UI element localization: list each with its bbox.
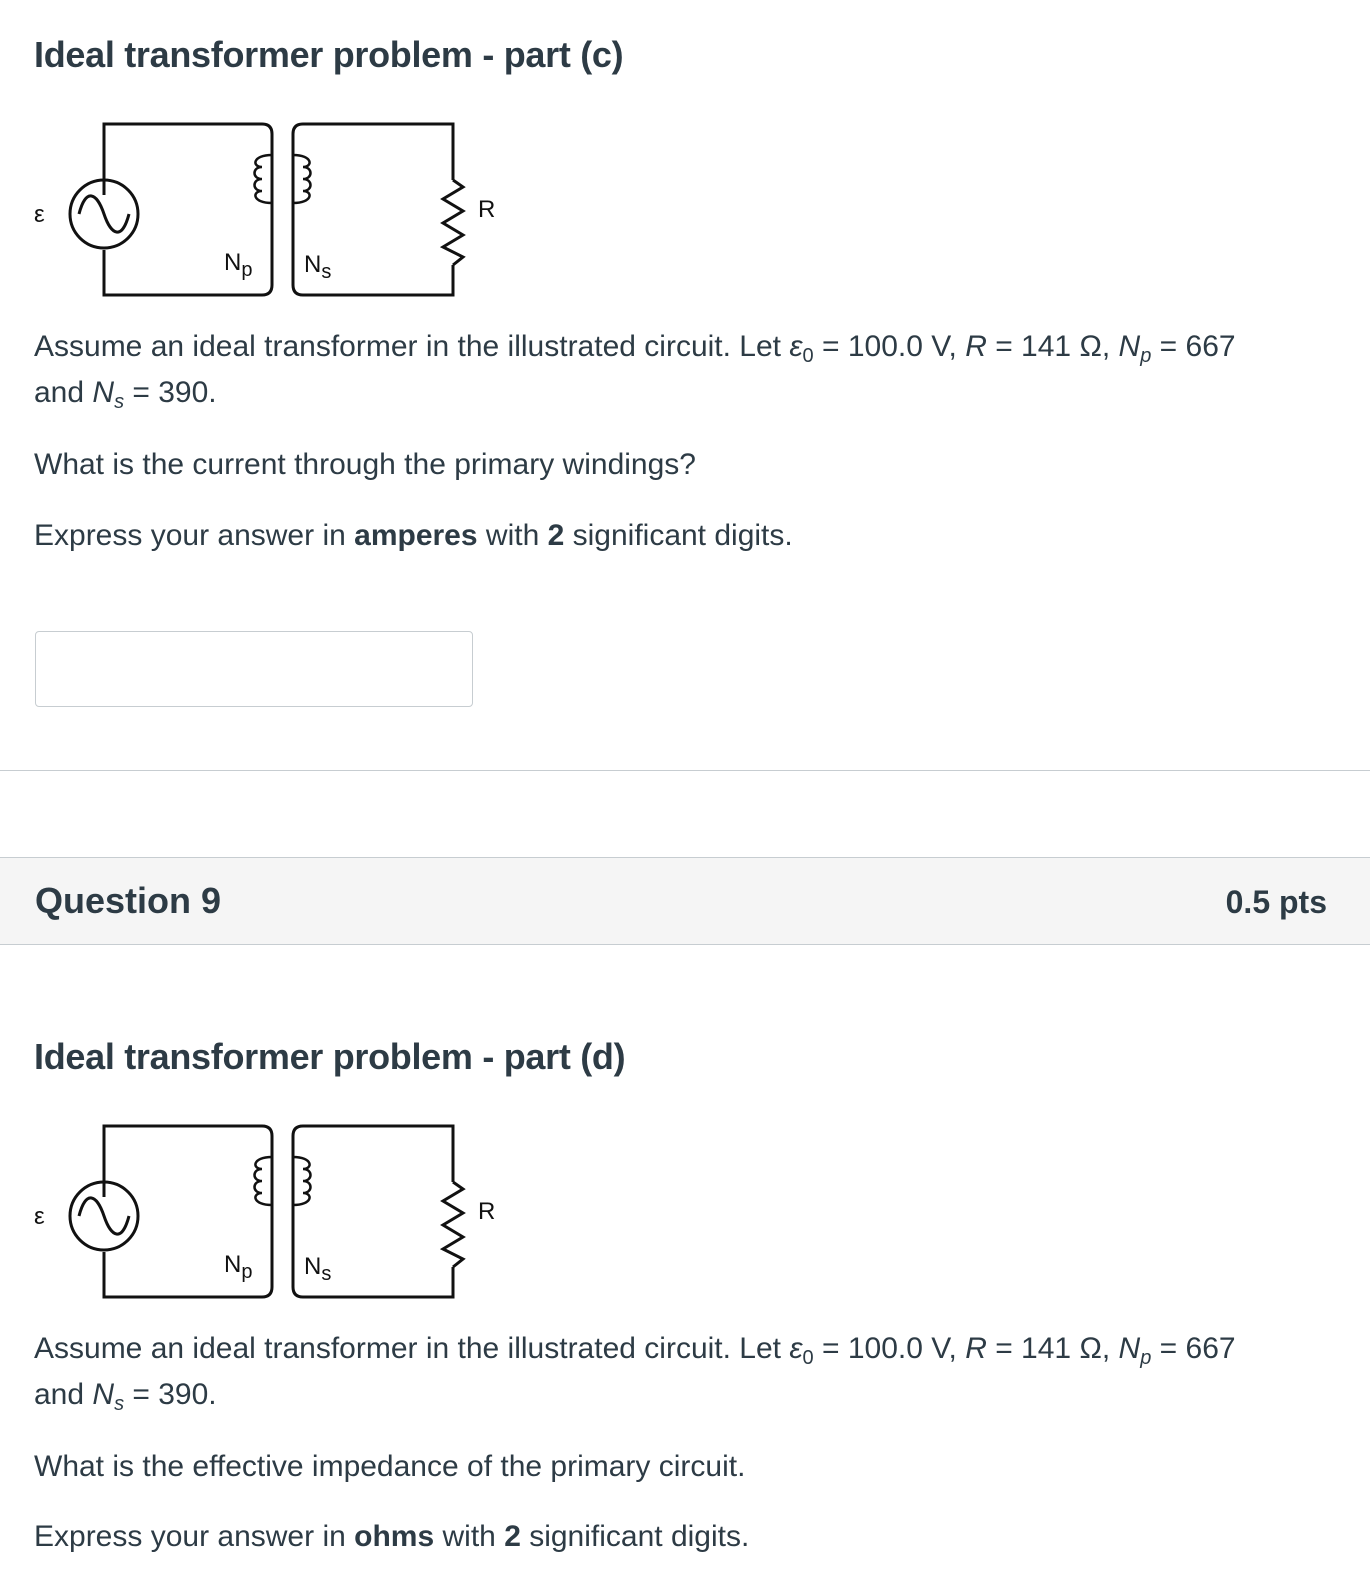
part-d-resistor-label: R: [478, 1198, 496, 1225]
resistor-icon: [443, 1182, 463, 1267]
part-d-instruction-text: Express your answer in ohms with 2 significant digits.: [34, 1520, 750, 1553]
part-c-title: Ideal transformer problem - part (c): [34, 34, 624, 75]
resistor-icon: [443, 180, 463, 265]
part-d-emf-label: ε: [34, 1203, 45, 1230]
part-c-instruction-text: Express your answer in amperes with 2 significant digits.: [34, 519, 793, 552]
part-c-ns-label: $N_s$: [304, 251, 332, 283]
question-9-header: [0, 857, 1370, 945]
part-d-circuit-diagram: [0, 1117, 520, 1312]
part-c-resistor-label: R: [478, 196, 496, 223]
part-c-np-label: $N_p$: [224, 249, 253, 281]
question-9-name: Question 9: [35, 880, 222, 921]
part-d-ns-label: $N_s$: [304, 1253, 332, 1285]
part-c-emf-label: ε: [34, 201, 45, 228]
part-c-circuit-diagram: [0, 115, 520, 310]
question-9-points: 0.5 pts: [1225, 884, 1327, 920]
section-divider: [0, 770, 1370, 771]
part-d-given-text: Assume an ideal transformer in the illustrated circuit. Let $\varepsilon_0 = 100.0$ V, R = 141 Ω, $N_p = 667$ and $N_s = 390$.: [34, 1332, 1236, 1415]
part-d-title: Ideal transformer problem - part (d): [34, 1036, 626, 1077]
part-d-question-text: What is the effective impedance of the primary circuit.: [34, 1450, 746, 1483]
part-c-given-text: Assume an ideal transformer in the illustrated circuit. Let $\varepsilon_0 = 100.0$ V, R = 141 Ω, $N_p = 667$ and $N_s = 390$.: [34, 330, 1236, 413]
part-d-np-label: $N_p$: [224, 1251, 253, 1283]
part-c-question-text: What is the current through the primary windings?: [34, 448, 696, 481]
part-c-answer-input[interactable]: [35, 631, 473, 707]
